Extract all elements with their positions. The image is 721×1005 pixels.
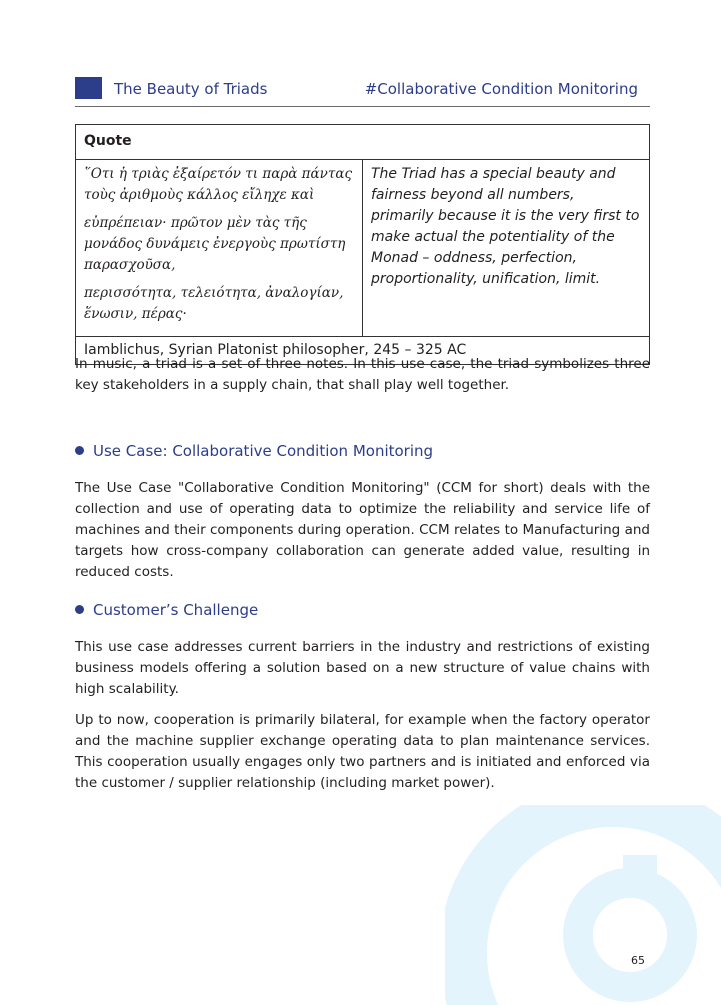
- page-number: 65: [631, 954, 645, 967]
- watermark-logo: [445, 805, 721, 1005]
- header-section-title: #Collaborative Condition Monitoring: [364, 80, 638, 98]
- section-heading-text: Use Case: Collaborative Condition Monitoring: [93, 442, 434, 460]
- section-heading-challenge: [75, 601, 258, 619]
- challenge-paragraph-1: This use case addresses current barriers in the industry and restrictions of existing business models offering a solution based on a new structure of value chains with high scalability.: [75, 639, 650, 697]
- greek-original-cell: [76, 160, 363, 337]
- quote-table: [75, 124, 650, 365]
- use-case-paragraph: The Use Case "Collaborative Condition Monitoring" (CCM for short) deals with the collection and use of operating data to optimize the reliability and service life of machines and their components during operation. CCM relates to Manufacturing and targets how cross-company collaboration can generate added value, resulting in reduced costs.: [75, 480, 650, 580]
- greek-line: περισσότητα, τελειότητα, ἀναλογίαν, ἕνωσιν, πέρας·: [84, 285, 344, 322]
- header-chapter-title: The Beauty of Triads: [114, 80, 268, 98]
- challenge-paragraph-2: Up to now, cooperation is primarily bilateral, for example when the factory operator and the machine supplier exchange operating data to plan maintenance services. This cooperation usually engages only two partners and is initiated and enforced via the customer / supplier relationship (including market power).: [75, 712, 650, 791]
- bullet-icon: [75, 605, 84, 614]
- section-heading-text: Customer’s Challenge: [93, 601, 259, 619]
- section-heading-use-case: [75, 442, 433, 460]
- quote-table-heading: Quote: [76, 125, 650, 160]
- intro-paragraph: In music, a triad is a set of three notes. In this use case, the triad symbolizes three key stakeholders in a supply chain, that shall play well together.: [75, 356, 650, 393]
- quote-source: Iamblichus, Syrian Platonist philosopher, 245 – 325 AC: [76, 337, 650, 365]
- greek-line: εὐπρέπειαν· πρῶτον μὲν τὰς τῆς μονάδος δυνάμεις ἐνεργοὺς πρωτίστη παρασχοῦσα,: [84, 215, 346, 273]
- bullet-icon: [75, 446, 84, 455]
- greek-line: ῞Οτι ἡ τριὰς ἐξαίρετόν τι παρὰ πάντας τοὺς ἀριθμοὺς κάλλος εἴληχε καὶ: [84, 166, 353, 203]
- header-rule: [75, 106, 650, 107]
- header-accent-block: [75, 77, 102, 99]
- translation-cell: The Triad has a special beauty and fairness beyond all numbers, primarily because it is the very first to make actual the potentiality of the Monad – oddness, perfection, proportionality, unification, limit.: [363, 160, 650, 337]
